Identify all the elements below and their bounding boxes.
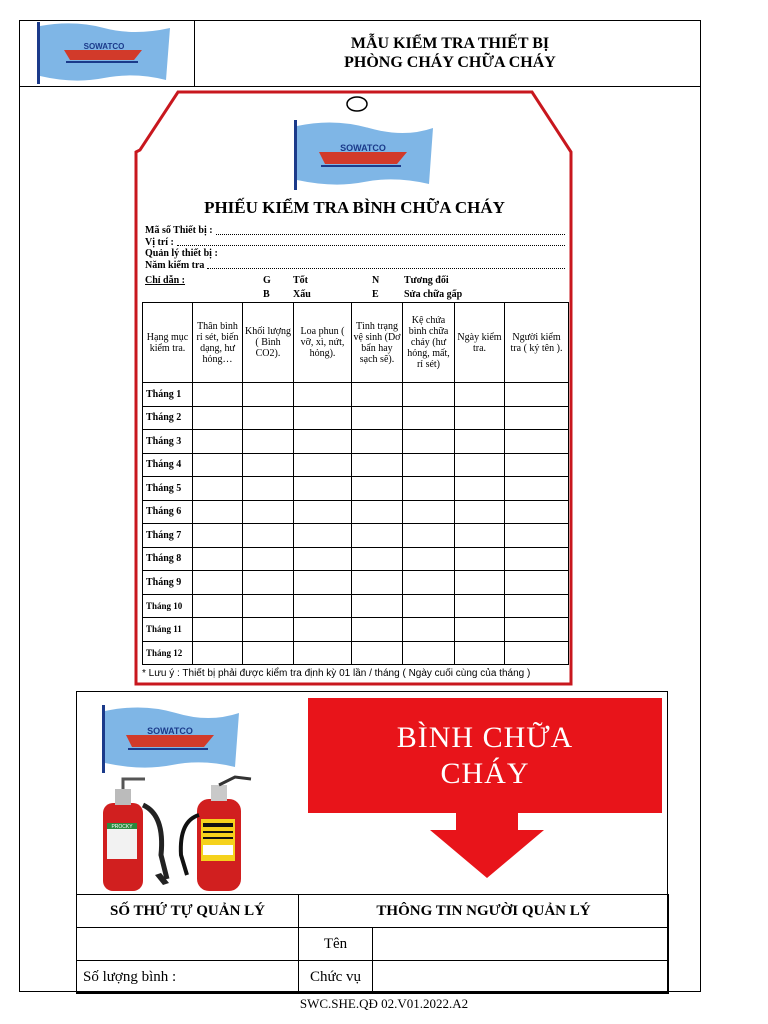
table-row — [143, 547, 569, 571]
col-header: Hạng mục kiểm tra. — [143, 303, 193, 383]
tag-logo-text: SOWATCO — [340, 143, 386, 153]
table-cell[interactable] — [243, 430, 294, 454]
table-row — [143, 406, 569, 430]
position-cell[interactable] — [373, 961, 669, 994]
table-cell[interactable] — [403, 594, 455, 618]
table-cell[interactable] — [294, 571, 352, 595]
table-cell[interactable] — [294, 406, 352, 430]
table-cell[interactable] — [193, 430, 243, 454]
table-cell[interactable] — [505, 477, 569, 501]
table-cell[interactable] — [193, 571, 243, 595]
col-header: Tình trạng vệ sinh (Dơ bẩn hay sạch sẽ). — [352, 303, 403, 383]
field-line — [207, 260, 565, 270]
table-cell[interactable] — [193, 524, 243, 548]
month-label: Tháng 10 — [143, 594, 193, 618]
document-code: SWC.SHE.QĐ 02.V01.2022.A2 — [299, 996, 469, 1011]
tag-title: PHIẾU KIỂM TRA BÌNH CHỮA CHÁY — [204, 198, 505, 217]
table-cell[interactable] — [505, 524, 569, 548]
field-line — [221, 248, 565, 258]
note: * Lưu ý : Thiết bị phải được kiểm tra định kỳ 01 lần / tháng ( Ngày cuối cùng của tháng ) — [142, 668, 531, 679]
table-row — [143, 571, 569, 595]
month-label: Tháng 11 — [143, 618, 193, 642]
table-header-row — [143, 303, 569, 383]
table-cell[interactable] — [455, 618, 505, 642]
tag-logo — [289, 118, 437, 192]
legend-good: Tốt — [293, 275, 308, 286]
manager-position-row — [77, 961, 669, 994]
logo-text: SOWATCO — [83, 42, 125, 51]
table-cell[interactable] — [193, 547, 243, 571]
inspection-tag — [134, 90, 575, 686]
tag-hole — [347, 97, 367, 111]
table-row — [143, 524, 569, 548]
table-cell[interactable] — [403, 547, 455, 571]
table-row — [143, 430, 569, 454]
table-cell[interactable] — [455, 477, 505, 501]
table-cell[interactable] — [455, 406, 505, 430]
month-label: Tháng 4 — [143, 453, 193, 477]
table-cell[interactable] — [193, 477, 243, 501]
table-cell[interactable] — [294, 594, 352, 618]
table-cell[interactable] — [352, 571, 403, 595]
table-cell[interactable] — [243, 453, 294, 477]
field-label: Vị trí : — [145, 236, 174, 248]
position-label: Chức vụ — [299, 961, 373, 994]
col-header: Khối lượng ( Bình CO2). — [243, 303, 294, 383]
table-cell[interactable] — [294, 524, 352, 548]
col-header: Thân bình rỉ sét, biến dạng, hư hỏng… — [193, 303, 243, 383]
table-cell[interactable] — [455, 383, 505, 407]
table-cell[interactable] — [505, 406, 569, 430]
tag-form-fields — [145, 225, 565, 271]
col2-header: THÔNG TIN NGƯỜI QUẢN LÝ — [299, 895, 669, 928]
manager-table — [76, 894, 669, 994]
table-cell[interactable] — [455, 430, 505, 454]
table-cell[interactable] — [455, 547, 505, 571]
col-header: Ngày kiểm tra. — [455, 303, 505, 383]
header-bottom-line — [19, 86, 701, 87]
table-cell[interactable] — [505, 641, 569, 665]
manager-name-row — [77, 928, 669, 961]
table-cell[interactable] — [294, 547, 352, 571]
table-cell[interactable] — [403, 430, 455, 454]
table-cell[interactable] — [243, 594, 294, 618]
table-cell[interactable] — [294, 453, 352, 477]
header-divider — [194, 20, 195, 86]
table-cell[interactable] — [403, 406, 455, 430]
field-label: Quản lý thiết bị : — [145, 248, 218, 259]
table-cell[interactable] — [243, 477, 294, 501]
table-cell[interactable] — [193, 618, 243, 642]
table-cell[interactable] — [455, 453, 505, 477]
table-cell[interactable] — [352, 453, 403, 477]
name-cell[interactable] — [373, 928, 669, 961]
legend-e: E — [372, 289, 379, 300]
legend-label: Chỉ dẫn : — [145, 275, 186, 286]
legend-bad: Xấu — [293, 289, 311, 300]
legend-g: G — [263, 275, 271, 286]
table-cell[interactable] — [403, 453, 455, 477]
table-cell[interactable] — [294, 500, 352, 524]
col-header: Loa phun ( vỡ, xì, nứt, hỏng). — [294, 303, 352, 383]
col1-header: SỐ THỨ TỰ QUẢN LÝ — [77, 895, 299, 928]
table-cell[interactable] — [243, 500, 294, 524]
table-row — [143, 594, 569, 618]
table-cell[interactable] — [505, 547, 569, 571]
table-row — [143, 383, 569, 407]
table-cell[interactable] — [352, 618, 403, 642]
table-cell[interactable] — [352, 641, 403, 665]
inspection-table — [142, 302, 569, 665]
header-title-line2: PHÒNG CHÁY CHỮA CHÁY — [344, 54, 556, 71]
col-header: Kệ chứa bình chữa cháy (hư hỏng, mất, rỉ sét) — [403, 303, 455, 383]
month-label: Tháng 8 — [143, 547, 193, 571]
manager-header-row — [77, 895, 669, 928]
table-cell[interactable] — [352, 594, 403, 618]
table-cell[interactable] — [352, 477, 403, 501]
table-cell[interactable] — [294, 430, 352, 454]
table-cell[interactable] — [505, 453, 569, 477]
banner-line2: CHÁY — [440, 757, 530, 790]
table-cell[interactable] — [352, 383, 403, 407]
table-row — [143, 477, 569, 501]
table-cell[interactable] — [352, 430, 403, 454]
table-cell[interactable] — [352, 500, 403, 524]
serial-cell[interactable] — [77, 928, 299, 961]
month-label: Tháng 9 — [143, 571, 193, 595]
legend-fair: Tương đối — [404, 275, 449, 286]
field-manager[interactable] — [145, 248, 565, 260]
card-logo-text: SOWATCO — [147, 726, 193, 736]
table-cell[interactable] — [243, 383, 294, 407]
table-cell[interactable] — [455, 571, 505, 595]
ext1-brand: PROCKY — [111, 824, 133, 830]
table-cell[interactable] — [352, 406, 403, 430]
table-cell[interactable] — [403, 618, 455, 642]
field-device-code[interactable] — [145, 225, 565, 237]
table-cell[interactable] — [505, 618, 569, 642]
table-cell[interactable] — [455, 500, 505, 524]
table-cell[interactable] — [294, 618, 352, 642]
card-logo — [98, 703, 243, 775]
field-location[interactable] — [145, 237, 565, 249]
month-label: Tháng 6 — [143, 500, 193, 524]
month-label: Tháng 3 — [143, 430, 193, 454]
table-cell[interactable] — [294, 641, 352, 665]
month-label: Tháng 2 — [143, 406, 193, 430]
table-cell[interactable] — [294, 477, 352, 501]
legend-urgent: Sửa chữa gấp — [404, 289, 463, 300]
table-cell[interactable] — [243, 571, 294, 595]
table-cell[interactable] — [403, 383, 455, 407]
table-cell[interactable] — [243, 641, 294, 665]
sowatco-logo — [34, 20, 174, 86]
table-row — [143, 500, 569, 524]
legend-n: N — [372, 275, 380, 286]
table-cell[interactable] — [193, 383, 243, 407]
table-cell[interactable] — [505, 383, 569, 407]
name-label: Tên — [299, 928, 373, 961]
table-cell[interactable] — [403, 524, 455, 548]
table-cell[interactable] — [403, 571, 455, 595]
legend-b: B — [263, 289, 270, 300]
table-cell[interactable] — [505, 594, 569, 618]
header-title — [270, 34, 630, 72]
table-cell[interactable] — [243, 618, 294, 642]
table-cell[interactable] — [193, 500, 243, 524]
table-cell[interactable] — [352, 524, 403, 548]
table-row — [143, 618, 569, 642]
month-label: Tháng 5 — [143, 477, 193, 501]
table-cell[interactable] — [193, 406, 243, 430]
table-cell[interactable] — [352, 547, 403, 571]
field-line — [216, 225, 565, 235]
extinguisher-banner — [308, 698, 662, 813]
table-cell[interactable] — [455, 594, 505, 618]
field-label: Năm kiểm tra — [145, 259, 205, 271]
table-cell[interactable] — [455, 524, 505, 548]
table-cell[interactable] — [505, 500, 569, 524]
month-label: Tháng 12 — [143, 641, 193, 665]
field-year[interactable] — [145, 260, 565, 272]
table-cell[interactable] — [243, 547, 294, 571]
month-label: Tháng 7 — [143, 524, 193, 548]
table-cell[interactable] — [505, 571, 569, 595]
table-cell[interactable] — [243, 524, 294, 548]
field-label: Mã số Thiết bị : — [145, 225, 213, 236]
table-cell[interactable] — [193, 641, 243, 665]
field-line — [177, 237, 565, 247]
table-cell[interactable] — [403, 477, 455, 501]
header-title-line1: MẪU KIỂM TRA THIẾT BỊ — [350, 35, 550, 52]
table-row — [143, 453, 569, 477]
month-label: Tháng 1 — [143, 383, 193, 407]
table-cell[interactable] — [294, 383, 352, 407]
table-cell[interactable] — [193, 453, 243, 477]
table-cell[interactable] — [403, 500, 455, 524]
col-header: Người kiểm tra ( ký tên ). — [505, 303, 569, 383]
table-cell[interactable] — [455, 641, 505, 665]
fire-extinguisher-illustration — [95, 775, 260, 893]
table-cell[interactable] — [505, 430, 569, 454]
table-cell[interactable] — [403, 641, 455, 665]
legend — [145, 275, 565, 301]
table-row — [143, 641, 569, 665]
down-arrow-icon — [428, 812, 546, 880]
table-cell[interactable] — [243, 406, 294, 430]
table-cell[interactable] — [193, 594, 243, 618]
banner-line1: BÌNH CHỮA — [396, 721, 574, 754]
quantity-label: Số lượng bình : — [77, 961, 299, 994]
